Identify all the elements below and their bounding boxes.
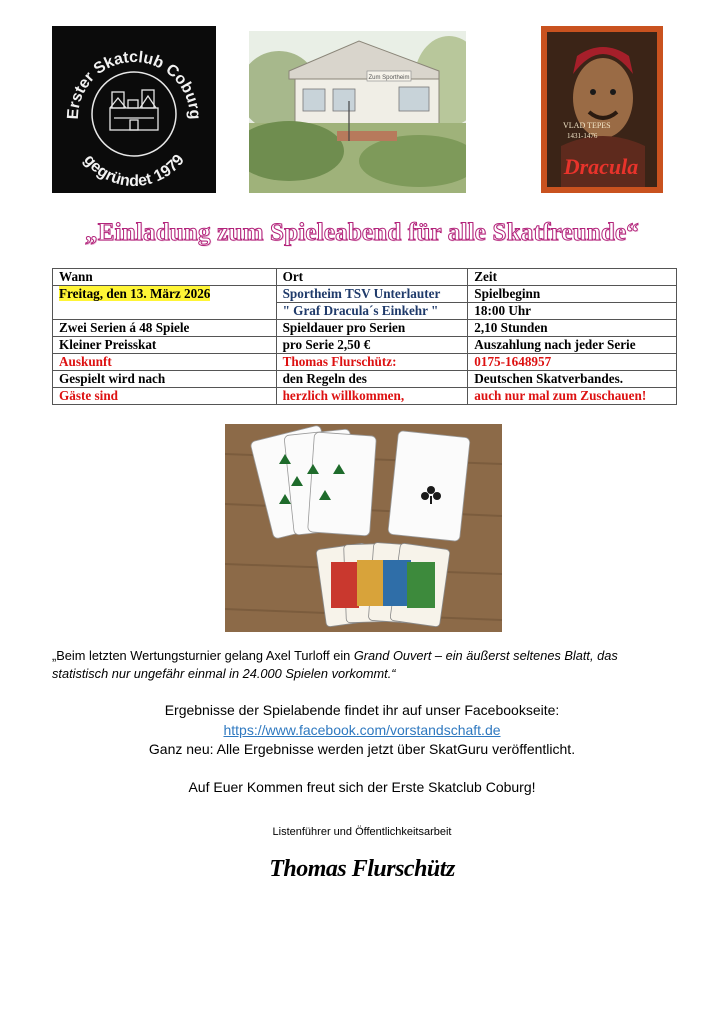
results-info-text: Ergebnisse der Spielabende findet ihr auf unser Facebookseite: [164,702,560,718]
quote-italic-text: Grand Ouvert – ein äußerst seltenes Blatt, das statistisch nur ungefähr einmal in 24.000 Spielen vorkommt.“ [52,648,618,681]
table-cell: Spielbeginn [468,286,677,303]
table-header-row [53,269,677,286]
poster-word: Dracula [563,154,639,179]
skat-cards-photo [225,424,502,632]
svg-text:gegründet 1979 [80,152,188,190]
table-cell: " Graf Dracula´s Einkehr " [276,303,468,320]
author-role: Listenführer und Öffentlichkeitsarbeit [272,826,452,838]
date-highlight: Freitag, den 13. März 2026 [59,286,211,301]
poster-years: 1431-1476 [567,132,598,140]
table-cell: Thomas Flurschütz: [276,354,468,371]
svg-text:Erster Skatclub Coburg [65,49,203,120]
dracula-poster-image [541,26,663,193]
logo-text-bottom: gegründet 1979 [80,151,188,191]
table-cell: Gäste sind [53,388,277,405]
table-header-cell: Zeit [468,269,677,286]
table-row [53,337,677,354]
building-sign-text: Zum Sportheim [368,75,410,81]
table-cell: 2,10 Stunden [468,320,677,337]
club-logo-image [52,26,216,193]
quote-paragraph [52,647,677,683]
closing-text: Auf Euer Kommen freut sich der Erste Skatclub Coburg! [188,779,536,795]
table-row [53,320,677,337]
table-row [53,354,677,371]
table-cell: den Regeln des [276,371,468,388]
page-title: „Einladung zum Spieleabend für alle Skatfreunde“ [85,219,639,246]
table-cell: Auskunft [53,354,277,371]
table-row [53,371,677,388]
skatguru-info-text: Ganz neu: Alle Ergebnisse werden jetzt über SkatGuru veröffentlicht. [148,741,576,757]
table-cell [53,286,277,320]
table-cell: Sportheim TSV Unterlauter [276,286,468,303]
table-header-cell: Wann [53,269,277,286]
facebook-link[interactable]: https://www.facebook.com/vorstandschaft.de [223,722,501,738]
poster-name: VLAD TEPES [563,121,611,130]
logo-text-top: Erster Skatclub Coburg [64,48,204,120]
table-header-cell: Ort [276,269,468,286]
sportheim-drawing-image [249,31,466,193]
table-cell: Deutschen Skatverbandes. [468,371,677,388]
table-cell: Gespielt wird nach [53,371,277,388]
table-cell: Auszahlung nach jeder Serie [468,337,677,354]
table-cell: 18:00 Uhr [468,303,677,320]
quote-text: „Beim letzten Wertungsturnier gelang Axel Turloff ein [52,648,354,663]
table-cell: herzlich willkommen, [276,388,468,405]
phone-number: 0175-1648957 [468,354,677,371]
table-cell: Kleiner Preisskat [53,337,277,354]
table-cell: pro Serie 2,50 € [276,337,468,354]
table-cell: Zwei Serien á 48 Spiele [53,320,277,337]
signature: Thomas Flurschütz [269,856,455,882]
table-cell: auch nur mal zum Zuschauen! [468,388,677,405]
table-row [53,286,677,303]
table-row [53,388,677,405]
event-info-table [52,268,677,405]
table-cell: Spieldauer pro Serien [276,320,468,337]
